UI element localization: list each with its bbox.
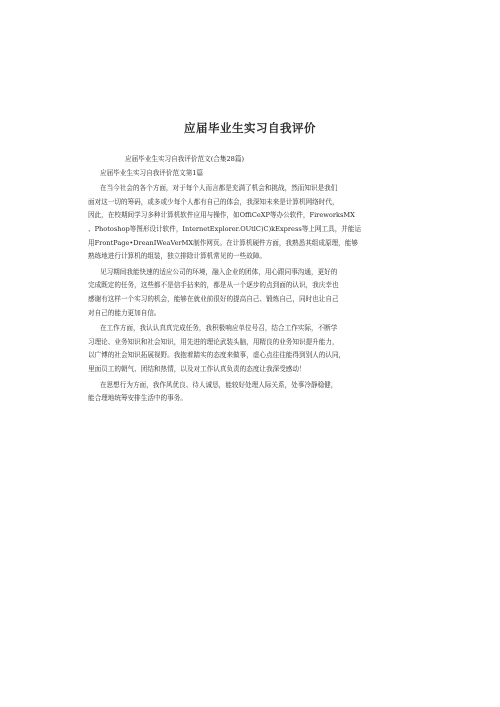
paragraph-line: 在思想行为方面，我作风优良、待人诚恳，能较好处理人际关系，处事冷静稳健， [100, 380, 338, 389]
paragraph-line: 里面员工的朝气、团结和热情，以及对工作认真负责的态度让我深受感动！ [88, 364, 306, 373]
paragraph-line: 在当今社会的各个方面，对于每个人而言都是充满了机会和挑战，然而知识是我们 [100, 184, 338, 193]
paragraph-line: 能合理地统筹安排生活中的事务。 [88, 394, 187, 403]
paragraph-line: 习理论、业务知识和社会知识，用先进的理论武装头脑，用精良的业务知识提升能力， [88, 337, 339, 346]
paragraph-line: 、Photoshop等图形设计软件，InternetExplorer.OUtlC)C)kExpress等上网工具，并能运 [88, 224, 362, 233]
document-subtitle: 应届毕业生实习自我评价范文(合集28篇) [125, 155, 245, 163]
document-title: 应届毕业生实习自我评价 [184, 121, 316, 135]
section-heading: 应届毕业生实习自我评价范文第1篇 [100, 168, 204, 177]
paragraph-line: 因此，在校期间学习多种计算机软件应用与操作，如OffiCeXP等办公软件，FireworksMX [88, 211, 355, 220]
paragraph-line: 见习期间我能快速的适应公司的环境，融入企业的团体，用心跟同事沟通，更好的 [100, 267, 338, 276]
paragraph-line: 对自己的能力更加自信。 [88, 308, 161, 317]
paragraph-line: 面对这一切的筹码，或多或少每个人都有自己的体会，我深知未来是计算机网络时代， [88, 197, 339, 206]
paragraph-4 [88, 379, 418, 406]
paragraph-2 [88, 266, 418, 320]
paragraph-line: 用FrontPage•DreanIWeaVerMX制作网页。在计算机硬件方面，我熟悉其组成原理，能够 [88, 238, 358, 247]
paragraph-1 [88, 182, 418, 264]
paragraph-3 [88, 322, 418, 376]
paragraph-line: 以广博的社会知识拓展视野。我抱着踏实的态度来做事，虚心点往往能得到别人的认同， [88, 351, 346, 360]
paragraph-line: 熟练地进行计算机的组装，独立排除计算机常见的一些故障。 [88, 252, 267, 261]
paragraph-line: 完成既定的任务，这些都不是信手拈来的，都是从一个逐步的点到面的认识，我庆幸也 [88, 281, 339, 290]
paragraph-line: 在工作方面，我认认真真完成任务，我积极响应单位号召，结合工作实际，不断学 [100, 324, 338, 333]
document-body [88, 153, 418, 406]
paragraph-line: 感谢有这样一个实习的机会，能够在就业前很好的提高自己、锻炼自己，同时也让自己 [88, 294, 339, 303]
